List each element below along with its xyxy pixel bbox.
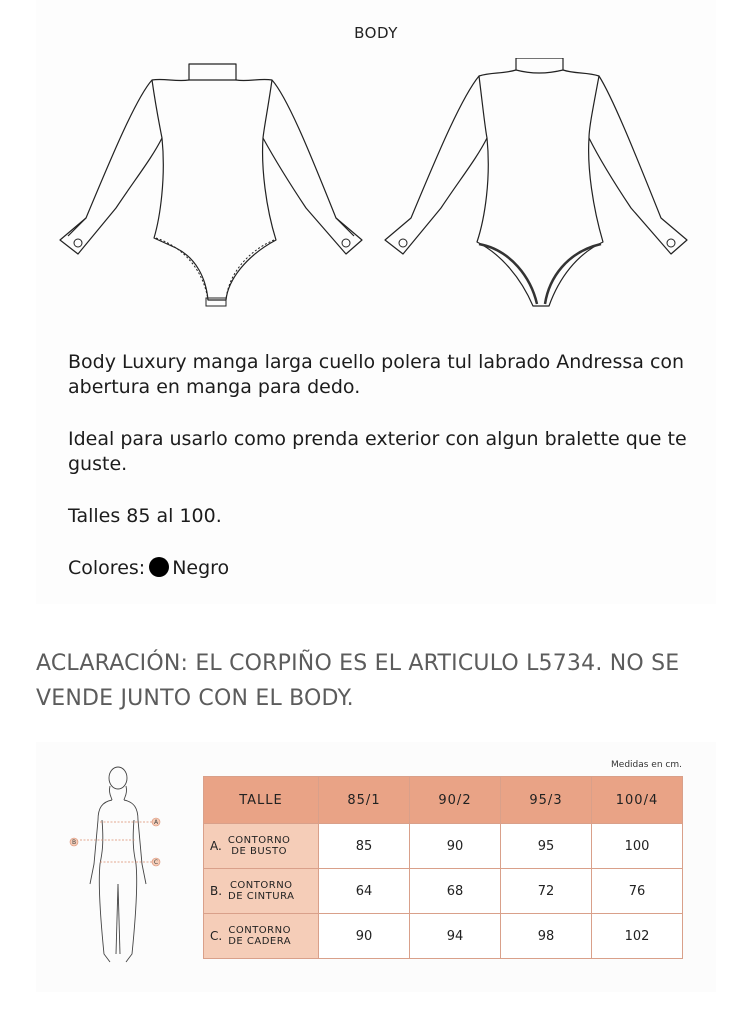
row-letter: C. (210, 929, 223, 943)
table-cell: 100 (592, 824, 683, 869)
header-size: 85/1 (319, 777, 410, 824)
table-cell: 94 (410, 914, 501, 959)
marker-c: C (153, 859, 159, 866)
row-letter: A. (210, 839, 222, 853)
header-size: 95/3 (501, 777, 592, 824)
marker-b: B (71, 839, 77, 846)
table-row (204, 914, 683, 959)
body-back-drawing (381, 58, 701, 318)
row-label-line2: DE CINTURA (228, 891, 295, 902)
table-cell: 102 (592, 914, 683, 959)
product-description (68, 350, 688, 608)
table-cell: 85 (319, 824, 410, 869)
row-label-line1: CONTORNO (229, 880, 293, 891)
row-letter: B. (210, 884, 223, 898)
units-note: Medidas en cm. (611, 760, 682, 770)
table-cell: 90 (410, 824, 501, 869)
header-talle: TALLE (204, 777, 319, 824)
color-name: Negro (172, 557, 230, 579)
size-chart-card (36, 742, 716, 992)
body-front-drawing (56, 58, 376, 318)
colors-label: Colores: (68, 557, 146, 579)
size-table (203, 776, 683, 959)
row-label-line1: CONTORNO (227, 835, 291, 846)
table-cell: 72 (501, 869, 592, 914)
table-row (204, 824, 683, 869)
table-cell: 76 (592, 869, 683, 914)
notice-text: ACLARACIÓN: EL CORPIÑO ES EL ARTICULO L5734. NO SE VENDE JUNTO CON EL BODY. (36, 651, 680, 711)
table-cell: 98 (501, 914, 592, 959)
table-cell: 64 (319, 869, 410, 914)
marker-a: A (153, 819, 159, 826)
table-cell: 68 (410, 869, 501, 914)
table-cell: 95 (501, 824, 592, 869)
product-title: BODY (354, 24, 398, 42)
header-size: 90/2 (410, 777, 501, 824)
table-cell: 90 (319, 914, 410, 959)
size-table-header (204, 777, 683, 824)
product-card (36, 0, 716, 604)
table-row (204, 869, 683, 914)
row-label-line2: DE BUSTO (231, 846, 287, 857)
usage-text: Ideal para usarlo como prenda exterior con algun bralette que te guste. (68, 428, 687, 475)
description-text: Body Luxury manga larga cuello polera tul labrado Andressa con abertura en manga para dedo. (68, 351, 685, 398)
header-size: 100/4 (592, 777, 683, 824)
colors-line (68, 556, 688, 581)
color-swatch-black (149, 557, 169, 577)
row-label-line1: CONTORNO (228, 925, 291, 936)
body-measurement-figure (60, 764, 180, 974)
row-label-cadera (204, 914, 319, 959)
row-label-line2: DE CADERA (228, 936, 292, 947)
row-label-cintura (204, 869, 319, 914)
row-label-busto (204, 824, 319, 869)
sizes-text: Talles 85 al 100. (68, 505, 222, 527)
